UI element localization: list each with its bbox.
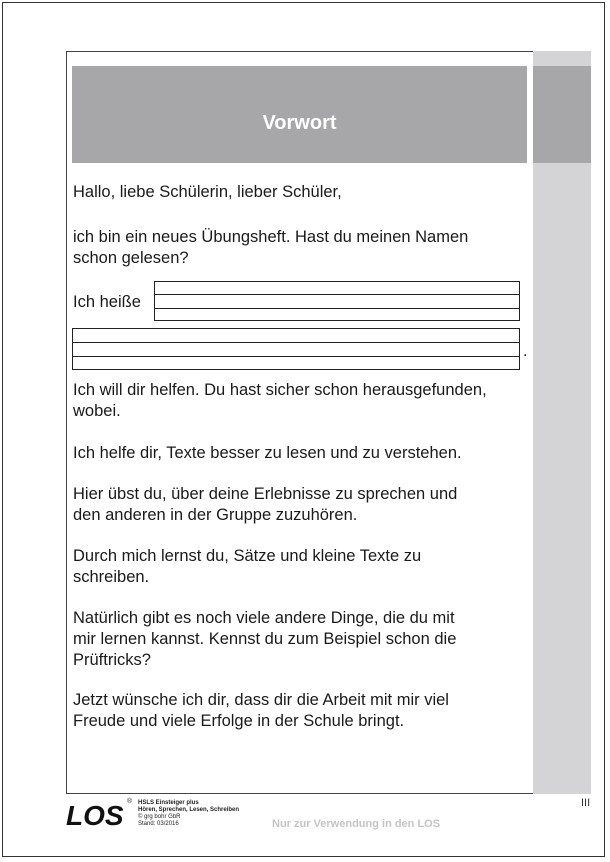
greeting-text: Hallo, liebe Schülerin, lieber Schüler, — [73, 183, 342, 201]
stand-date: Stand: 03/2016 — [138, 821, 179, 827]
page-number: III — [581, 797, 591, 809]
logo-text: LOS — [66, 800, 124, 830]
speak-line: den anderen in der Gruppe zuzuhören. — [73, 506, 358, 524]
write-paragraph — [73, 546, 533, 588]
intro-line: ich bin ein neues Übungsheft. Hast du meinen Namen — [73, 228, 469, 246]
more-paragraph — [73, 608, 533, 671]
read-line: Ich helfe dir, Texte besser zu lesen und zu verstehen. — [73, 444, 462, 462]
writing-line — [155, 294, 519, 295]
write-line: schreiben. — [73, 568, 150, 586]
more-line: mir lernen kannst. Kennst du zum Beispiel schon die — [73, 630, 457, 648]
writing-line — [73, 342, 519, 343]
copyright: © grg bohr GbR — [138, 814, 181, 820]
more-line: Prüftricks? — [73, 651, 151, 669]
wish-line: Jetzt wünsche ich dir, dass dir die Arbeit mit mir viel — [73, 691, 449, 709]
series-subtitle: Hören, Sprechen, Lesen, Schreiben — [138, 807, 240, 813]
intro-line: schon gelesen? — [73, 249, 189, 267]
greeting — [73, 182, 533, 203]
help-paragraph — [73, 380, 533, 422]
read-paragraph — [73, 443, 533, 464]
series-title: HSLS Einsteiger plus — [138, 800, 199, 806]
registered-mark: ® — [127, 798, 133, 805]
wish-paragraph — [73, 690, 533, 732]
writing-line — [155, 308, 519, 309]
header-band — [72, 66, 527, 163]
name-input-box[interactable] — [154, 281, 520, 321]
speak-paragraph — [73, 484, 533, 526]
write-line: Durch mich lernst du, Sätze und kleine Texte zu — [73, 547, 422, 565]
name-input-box-continued[interactable] — [72, 328, 520, 370]
more-line: Natürlich gibt es noch viele andere Dinge, die du mit — [73, 609, 455, 627]
help-line: wobei. — [73, 402, 121, 420]
help-line: Ich will dir helfen. Du hast sicher schon herausgefunden, — [73, 381, 487, 399]
footer-info — [138, 800, 239, 828]
side-tab — [533, 66, 591, 163]
speak-line: Hier übst du, über deine Erlebnisse zu sprechen und — [73, 485, 458, 503]
writing-line — [73, 356, 519, 357]
name-label: Ich heiße — [73, 293, 141, 311]
intro-paragraph — [73, 227, 533, 269]
los-logo — [64, 798, 134, 830]
page-title: Vorwort — [262, 112, 337, 134]
wish-line: Freude und viele Erfolge in der Schule bringt. — [73, 712, 405, 730]
name-end-period: . — [523, 343, 528, 360]
usage-note: Nur zur Verwendung in den LOS — [272, 818, 441, 830]
